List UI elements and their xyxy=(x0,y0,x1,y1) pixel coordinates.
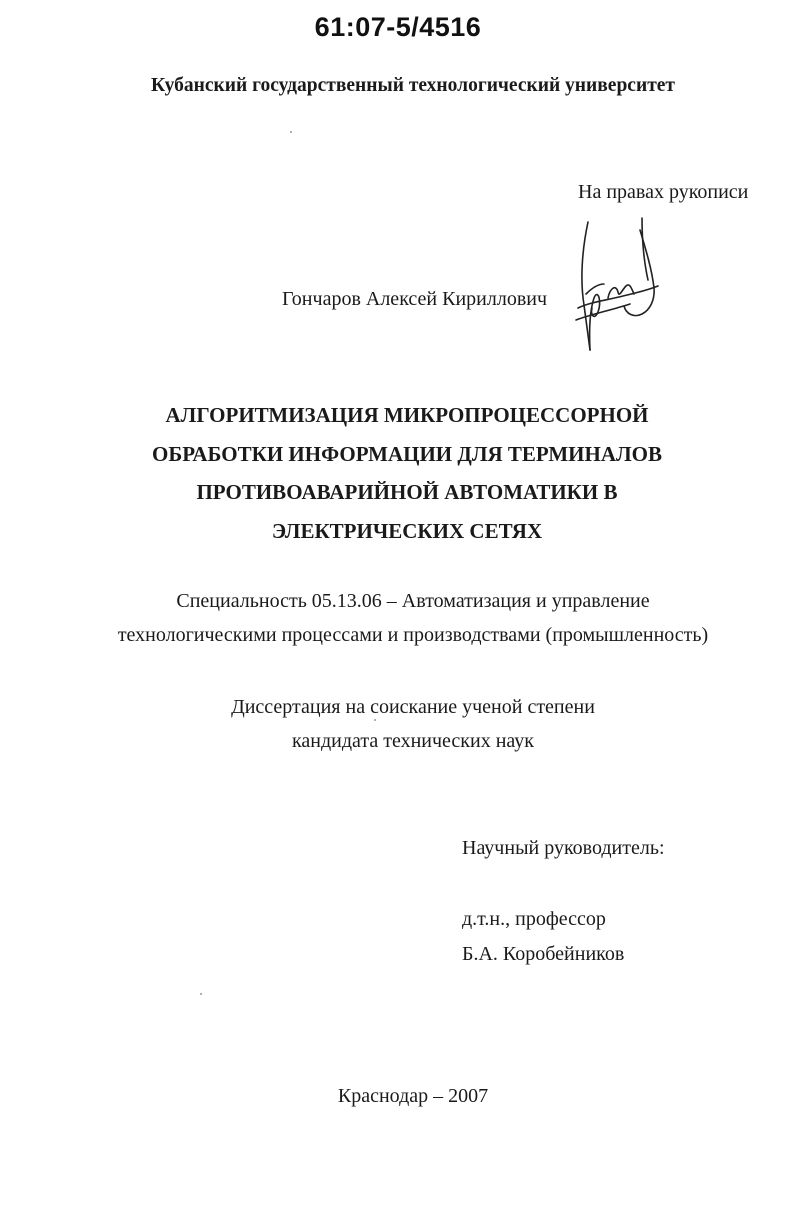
specialty xyxy=(0,584,796,652)
advisor-name: Б.А. Коробейников xyxy=(462,943,625,965)
dissertation-title xyxy=(0,396,796,550)
title-line: ОБРАБОТКИ ИНФОРМАЦИИ ДЛЯ ТЕРМИНАЛОВ xyxy=(152,441,662,466)
call-number: 61:07-5/4516 xyxy=(314,12,482,42)
advisor-title: д.т.н., профессор xyxy=(462,908,606,930)
signature-icon xyxy=(568,210,668,355)
scan-speck xyxy=(374,719,376,721)
degree-line: кандидата технических наук xyxy=(291,730,535,752)
rights-notice: На правах рукописи xyxy=(578,181,749,203)
degree-line: Диссертация на соискание ученой степени xyxy=(231,696,595,718)
title-line: ЭЛЕКТРИЧЕСКИХ СЕТЯХ xyxy=(271,518,543,543)
title-line: АЛГОРИТМИЗАЦИЯ МИКРОПРОЦЕССОРНОЙ xyxy=(165,403,649,427)
specialty-line: технологическими процессами и производствами (промышленность) xyxy=(117,624,709,646)
author-name: Гончаров Алексей Кириллович xyxy=(282,288,548,310)
university-name: Кубанский государственный технологический университет xyxy=(150,75,676,96)
scan-speck xyxy=(290,131,292,133)
degree-statement xyxy=(0,690,796,758)
title-line: ПРОТИВОАВАРИЙНОЙ АВТОМАТИКИ В xyxy=(196,480,618,504)
advisor-label: Научный руководитель: xyxy=(462,837,665,859)
city-year: Краснодар – 2007 xyxy=(337,1085,489,1107)
specialty-line: Специальность 05.13.06 – Автоматизация и управление xyxy=(176,590,650,612)
scan-speck xyxy=(200,993,202,995)
